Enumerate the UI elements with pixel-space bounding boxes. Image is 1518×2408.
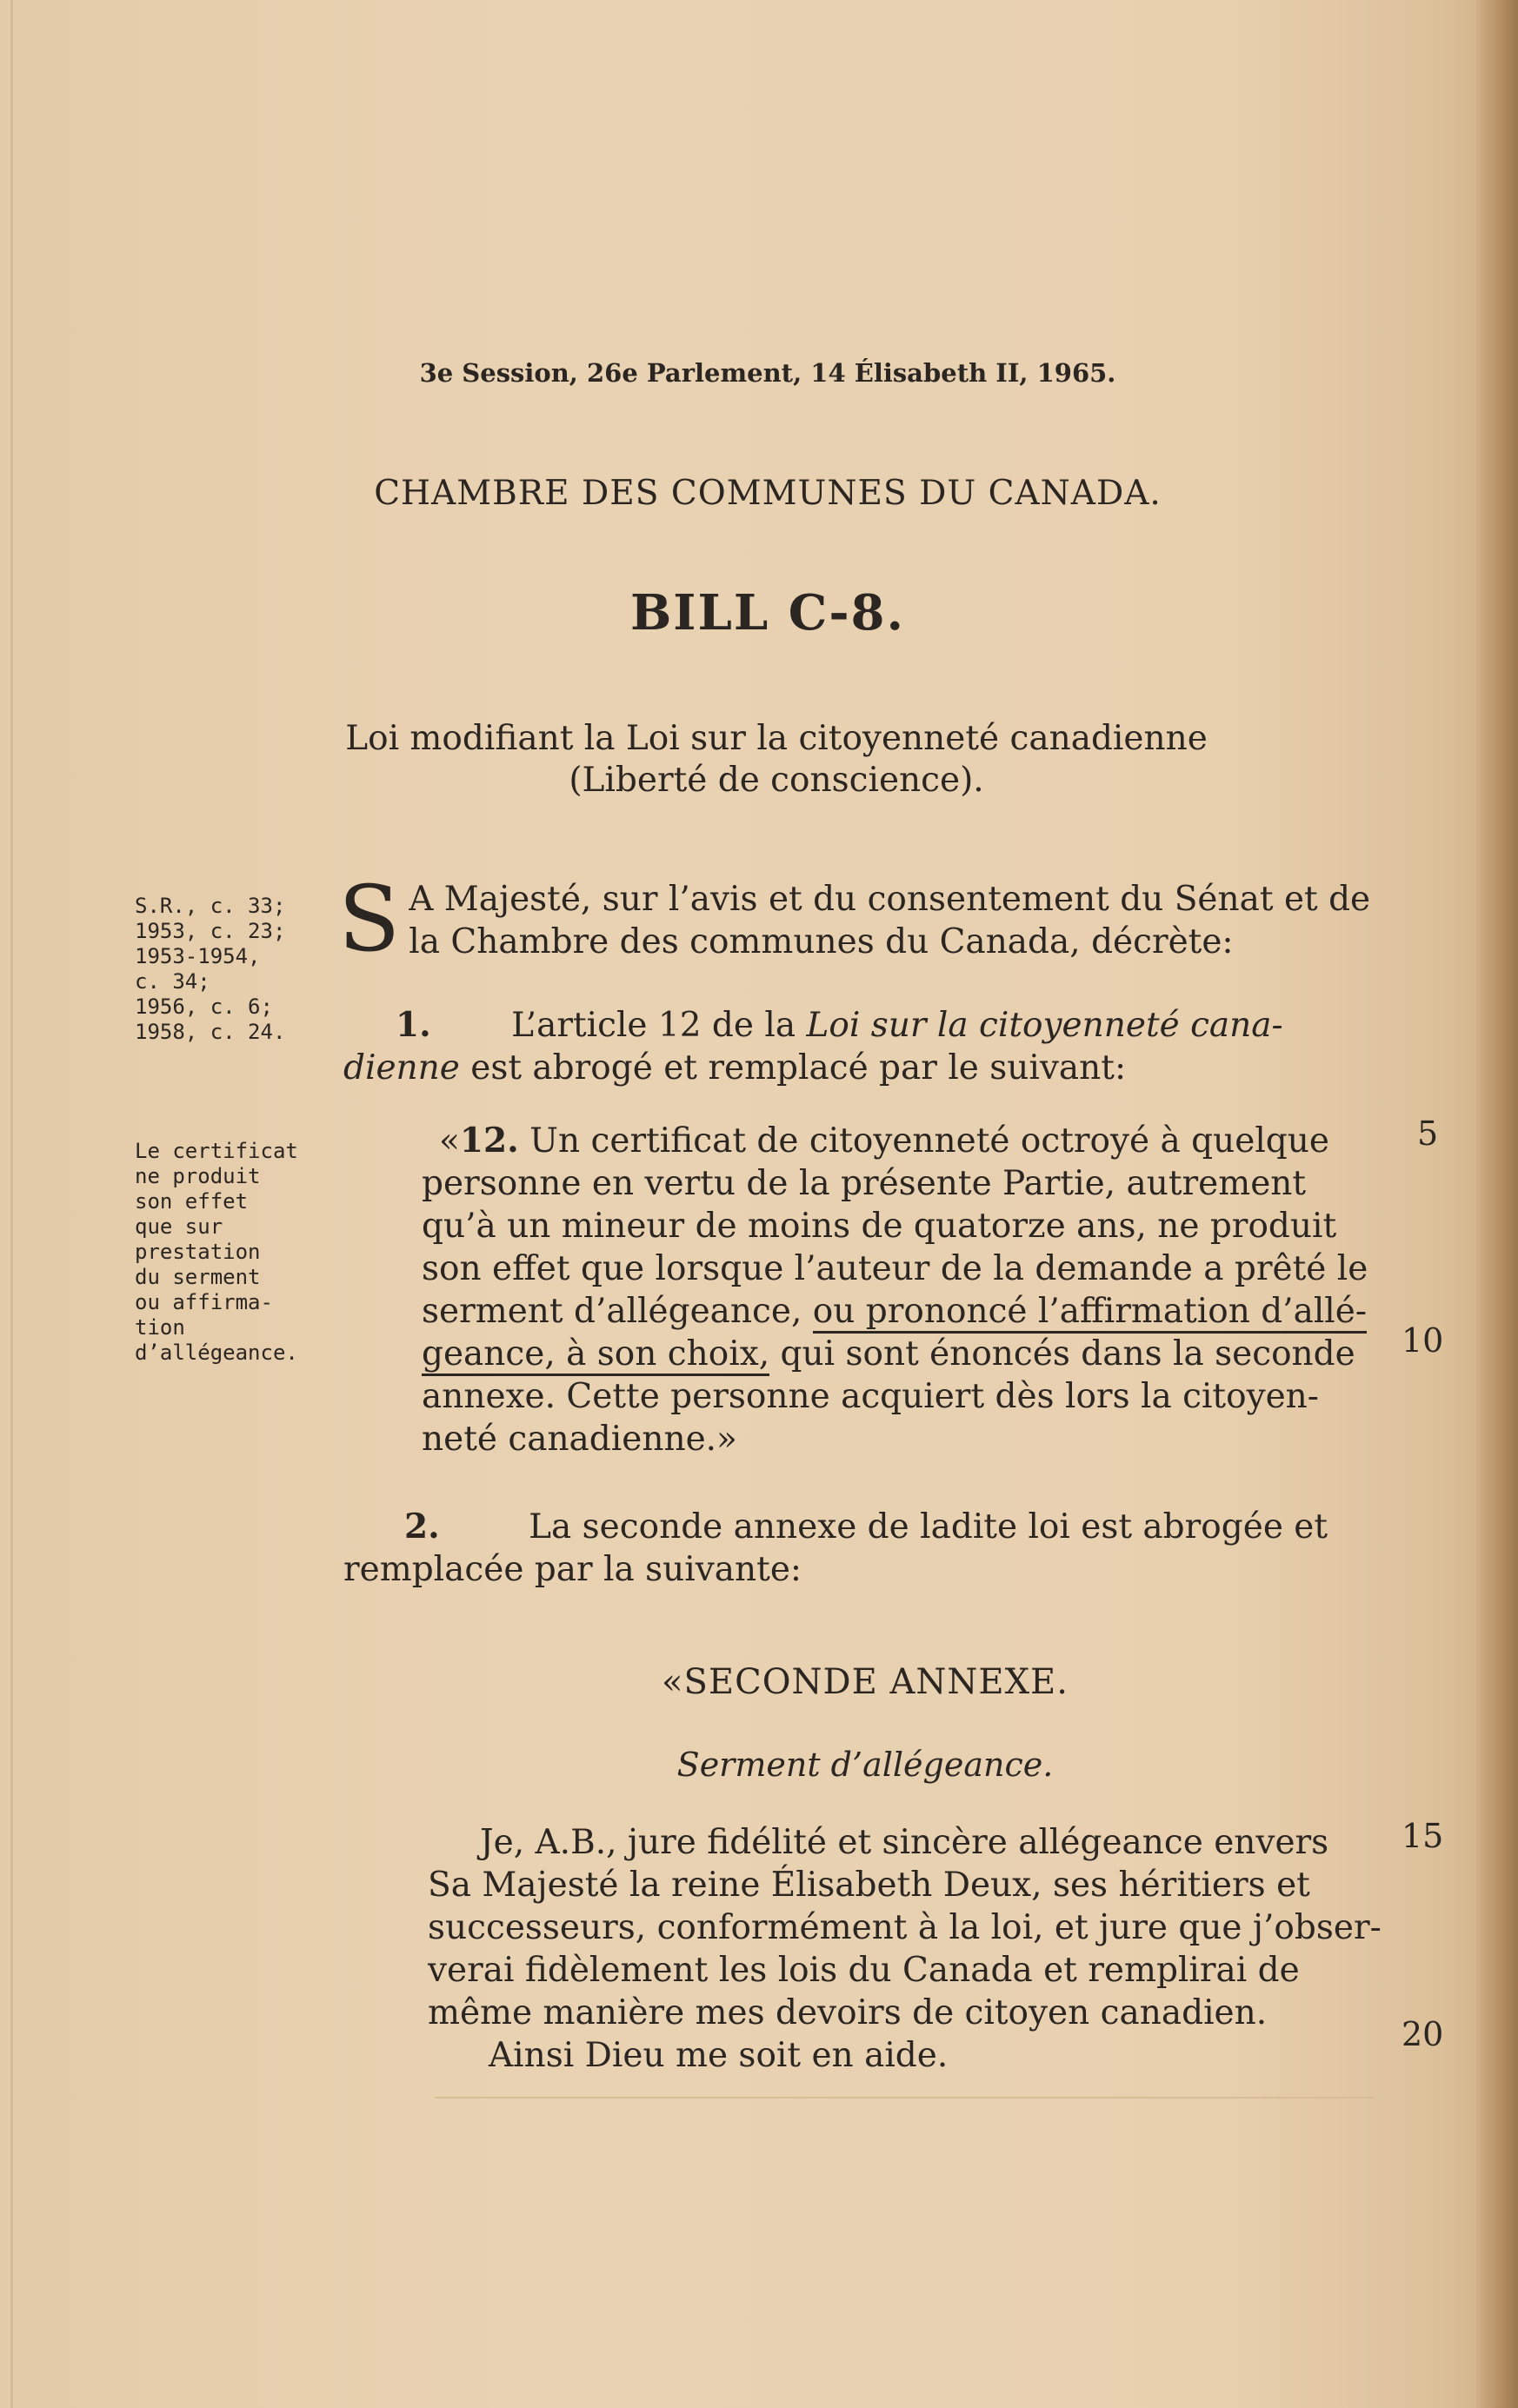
section-line: Un certificat de citoyenneté octroyé à quelque: [529, 1121, 1329, 1161]
oath-line: même manière mes devoirs de citoyen canadien.: [428, 1993, 1268, 2032]
margin-note-line: tion: [135, 1315, 185, 1340]
drop-cap: S: [338, 866, 401, 972]
section-text: L’article 12 de la: [511, 1006, 796, 1045]
bill-number: BILL C-8.: [629, 584, 906, 642]
oath-line: successeurs, conformément à la loi, et jure que j’obser-: [428, 1908, 1382, 1947]
margin-note-line: ou affirma-: [135, 1290, 273, 1314]
inserted-text: ou prononcé l’affirmation d’allé-: [813, 1292, 1367, 1334]
margin-note-line: Le certificat: [135, 1139, 298, 1163]
section-number: 2.: [404, 1507, 440, 1547]
margin-note-line: son effet: [135, 1189, 249, 1214]
section-line: neté canadienne.»: [422, 1420, 737, 1459]
margin-note-line: prestation: [135, 1240, 261, 1264]
section-number: 1.: [396, 1005, 431, 1045]
margin-note-line: 1958, c. 24.: [135, 1020, 286, 1044]
section-1: [343, 1004, 1387, 1089]
chamber-title: CHAMBRE DES COMMUNES DU CANADA.: [374, 474, 1162, 513]
oath-text: [428, 1821, 1393, 2077]
margin-note-line: ne produit: [135, 1164, 261, 1188]
subtitle-line: Loi modifiant la Loi sur la citoyenneté canadienne: [345, 719, 1208, 758]
section-line: personne en vertu de la présente Partie, autrement: [422, 1164, 1307, 1203]
annex-title: «SECONDE ANNEXE.: [662, 1662, 1069, 1702]
annex-subtitle: Serment d’allégeance.: [676, 1746, 1054, 1784]
section-text: est abrogé et remplacé par le suivant:: [470, 1048, 1127, 1088]
enacting-clause: [338, 866, 1387, 972]
margin-note-line: d’allégeance.: [135, 1340, 298, 1365]
margin-note-line: 1953, c. 23;: [135, 919, 286, 943]
oath-closing: Ainsi Dieu me soit en aide.: [489, 2036, 949, 2075]
margin-note-line: 1953-1954,: [135, 944, 261, 968]
margin-note-references: [135, 894, 335, 1045]
session-header: 3e Session, 26e Parlement, 14 Élisabeth II, 1965.: [419, 358, 1116, 388]
section-line: qu’à un mineur de moins de quatorze ans, ne produit: [422, 1207, 1337, 1246]
section-number: 12.: [459, 1121, 519, 1161]
line-number: 15: [1401, 1817, 1444, 1855]
line-number: 5: [1417, 1114, 1439, 1153]
section-line: La seconde annexe de ladite loi est abrogée et: [529, 1507, 1328, 1547]
line-number: 20: [1401, 2015, 1444, 2053]
margin-note-line: du serment: [135, 1265, 261, 1289]
section-line: qui sont énoncés dans la seconde: [780, 1334, 1355, 1374]
inserted-text: geance, à son choix,: [422, 1334, 769, 1376]
section-12: [422, 1120, 1387, 1460]
quote-open: «: [439, 1121, 460, 1161]
section-2: [343, 1506, 1387, 1591]
oath-line: Je, A.B., jure fidélité et sincère allégeance envers: [480, 1823, 1329, 1862]
section-line: son effet que lorsque l’auteur de la demande a prêté le: [422, 1249, 1368, 1288]
margin-note-line: 1956, c. 6;: [135, 994, 273, 1019]
enacting-line: A Majesté, sur l’avis et du consentement du Sénat et de: [409, 880, 1371, 919]
margin-note-line: c. 34;: [135, 969, 210, 994]
bill-subtitle: [0, 718, 1518, 802]
section-line: annexe. Cette personne acquiert dès lors la citoyen-: [422, 1377, 1319, 1416]
oath-line: verai fidèlement les lois du Canada et remplirai de: [428, 1951, 1300, 1990]
section-line: serment d’allégeance,: [422, 1292, 802, 1331]
divider: [435, 2097, 1374, 2099]
section-line: remplacée par la suivante:: [343, 1550, 802, 1589]
oath-line: Sa Majesté la reine Élisabeth Deux, ses héritiers et: [428, 1866, 1310, 1905]
line-number: 10: [1401, 1321, 1444, 1360]
statute-title: Loi sur la citoyenneté cana-: [806, 1006, 1283, 1045]
statute-title: dienne: [343, 1048, 460, 1088]
subtitle-line: (Liberté de conscience).: [569, 761, 984, 800]
margin-note-line: que sur: [135, 1214, 223, 1239]
enacting-line: la Chambre des communes du Canada, décrète:: [409, 922, 1234, 961]
margin-note-line: S.R., c. 33;: [135, 894, 286, 918]
margin-note-certificat: [135, 1139, 335, 1366]
